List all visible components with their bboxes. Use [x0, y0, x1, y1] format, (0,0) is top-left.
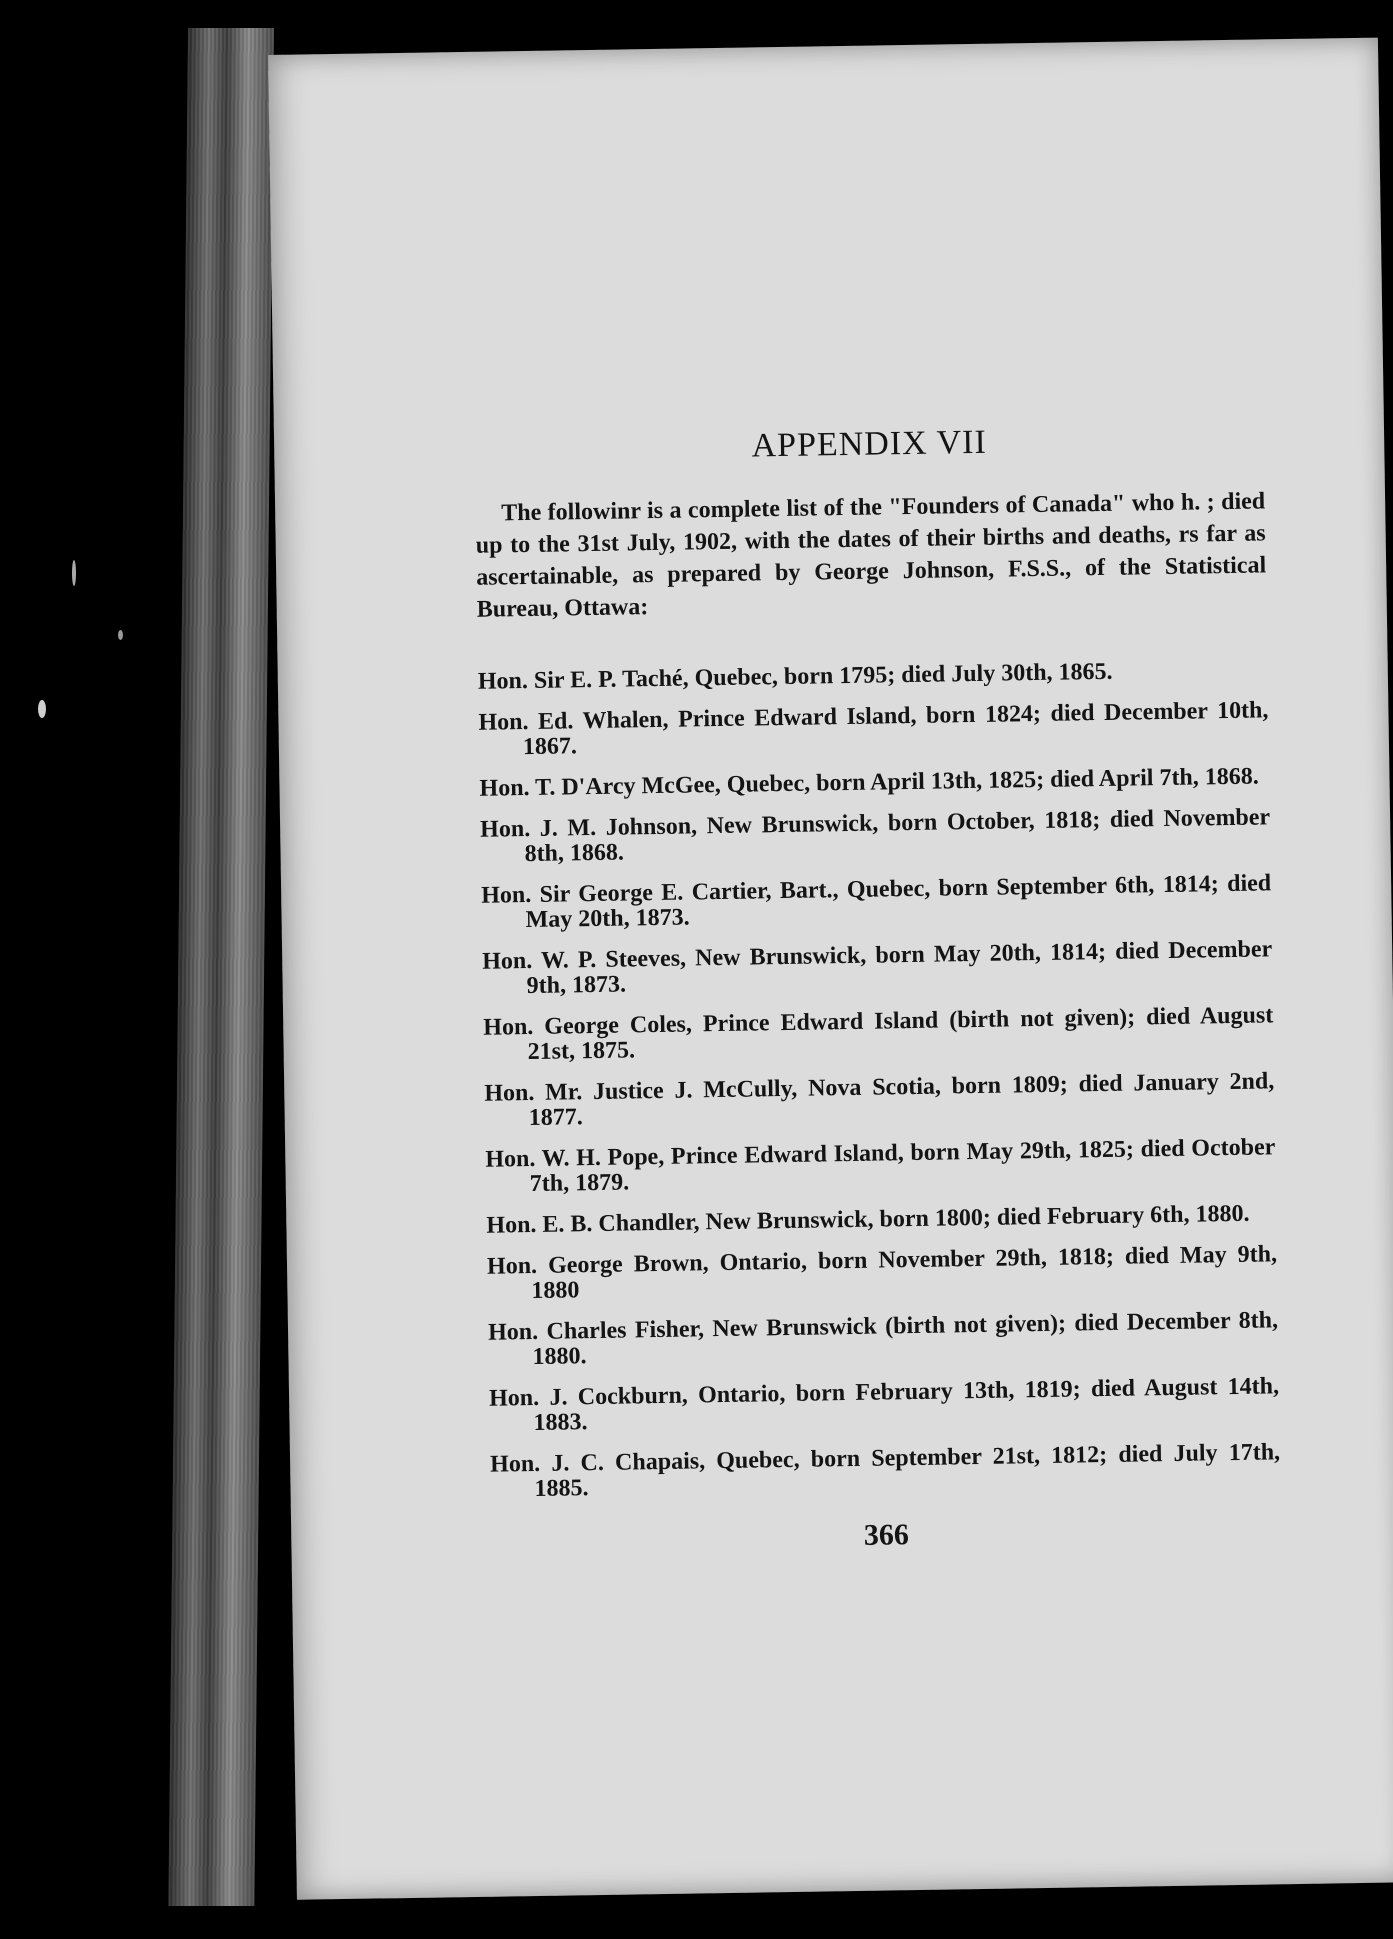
founder-entry: Hon. George Coles, Prince Edward Island (birth not given); died August 21st, 1875. — [483, 1002, 1274, 1066]
founder-entry: Hon. Sir George E. Cartier, Bart., Quebec, born September 6th, 1814; died May 20th, 1873. — [481, 870, 1272, 934]
dust-speck — [38, 700, 46, 718]
founder-entry: Hon. J. C. Chapais, Quebec, born September 21st, 1812; died July 17th, 1885. — [489, 1439, 1281, 1502]
book-page-edges — [168, 28, 274, 1906]
intro-paragraph: The followinr is a complete list of the "Founders of Canada" who h. ; died up to the 31st July, 1902, with the dates of their births and deaths, rs far as ascertainable, as prepared by George Johnson, F.S.S., of the Statistical Bureau, Ottawa: — [475, 488, 1267, 623]
founder-entry: Hon. Charles Fisher, New Brunswick (birth not given); died December 8th, 1880. — [487, 1307, 1279, 1371]
founder-entry: Hon. W. H. Pope, Prince Edward Island, born May 29th, 1825; died October 7th, 1879. — [485, 1134, 1276, 1198]
founder-entry: Hon. J. M. Johnson, New Brunswick, born October, 1818; died November 8th, 1868. — [479, 804, 1271, 868]
founder-entry: Hon. George Brown, Ontario, born November 29th, 1818; died May 9th, 1880 — [486, 1241, 1278, 1305]
founder-entry: Hon. E. B. Chandler, New Brunswick, born 1800; died February 6th, 1880. — [486, 1200, 1250, 1239]
founders-list — [478, 657, 1281, 1502]
dust-speck — [118, 630, 123, 640]
founder-entry: Hon. Sir E. P. Taché, Quebec, born 1795; died July 30th, 1865. — [477, 658, 1113, 695]
founder-entry: Hon. W. P. Steeves, New Brunswick, born May 20th, 1814; died December 9th, 1873. — [482, 936, 1273, 1000]
page-number: 366 — [863, 1518, 910, 1552]
dust-speck — [72, 560, 76, 586]
founder-entry: Hon. Mr. Justice J. McCully, Nova Scotia, born 1809; died January 2nd, 1877. — [484, 1068, 1275, 1132]
book-page — [268, 38, 1393, 1900]
appendix-title: APPENDIX VII — [751, 423, 988, 465]
founder-entry: Hon. Ed. Whalen, Prince Edward Island, born 1824; died December 10th, 1867. — [478, 697, 1269, 761]
founder-entry: Hon. T. D'Arcy McGee, Quebec, born April 13th, 1825; died April 7th, 1868. — [479, 763, 1260, 802]
founder-entry: Hon. J. Cockburn, Ontario, born February 13th, 1819; died August 14th, 1883. — [488, 1373, 1280, 1436]
page-content — [474, 419, 1282, 1558]
